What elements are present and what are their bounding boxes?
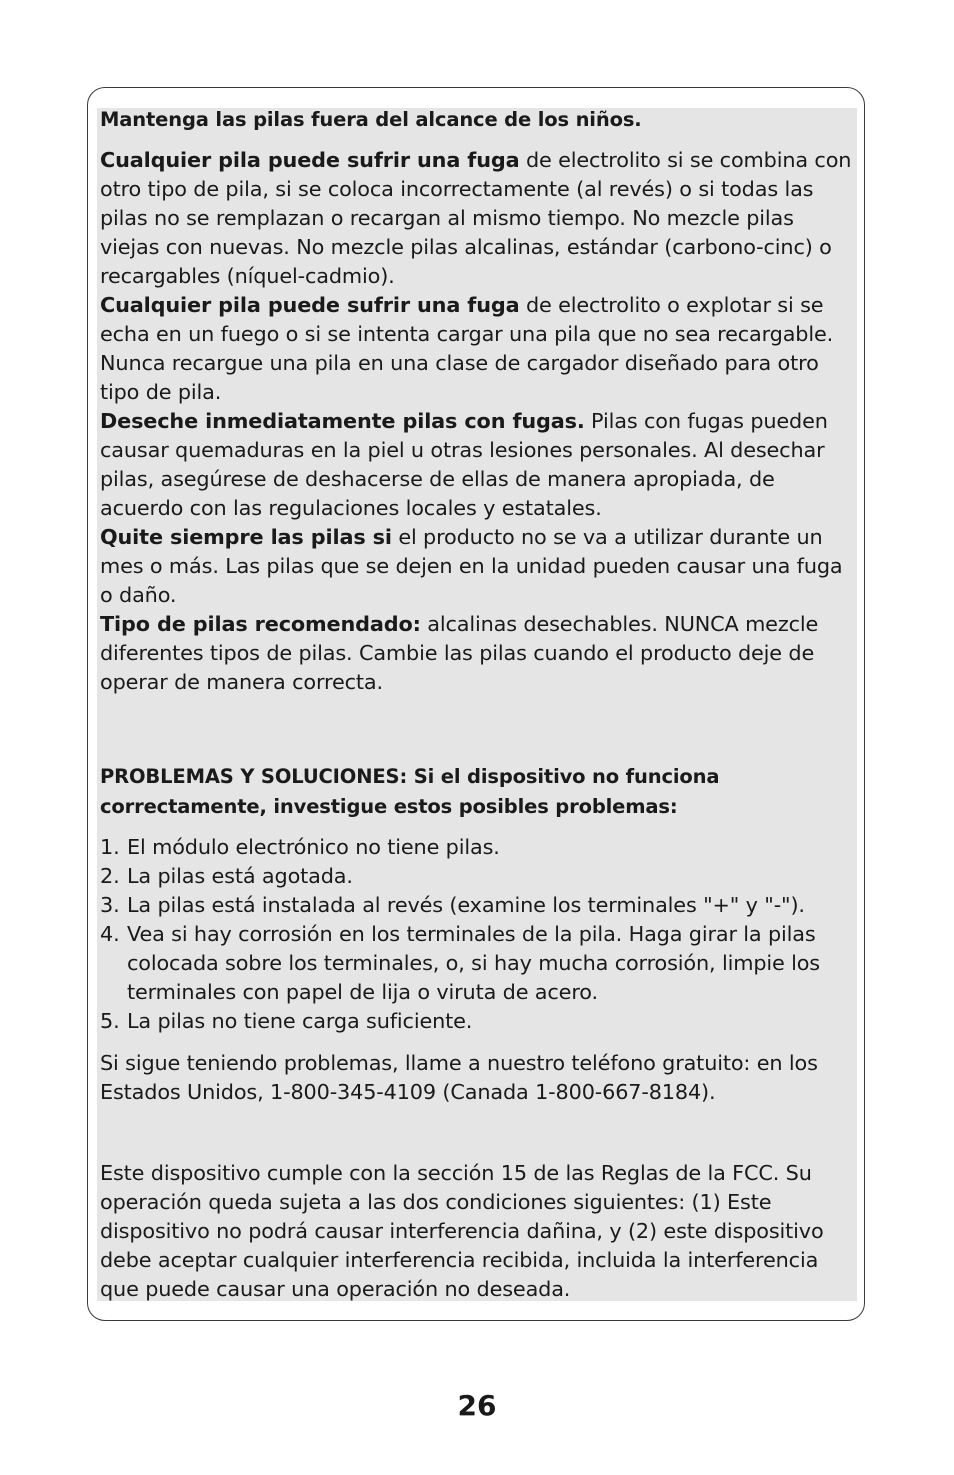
list-item — [100, 833, 856, 862]
list-item-number: 5. — [100, 1009, 120, 1033]
battery-paragraph-2 — [100, 291, 856, 407]
battery-paragraph-4-text: el producto no se va a utilizar durante un mes o más. Las pilas que se dejen en la unidad pueden causar una fuga o daño. — [100, 525, 843, 607]
page-number: 26 — [457, 1389, 497, 1422]
warning-title: Mantenga las pilas fuera del alcance de los niños. — [100, 108, 642, 131]
battery-paragraph-5-text: alcalinas desechables. NUNCA mezcle diferentes tipos de pilas. Cambie las pilas cuando el producto deje de operar de manera correcta. — [100, 612, 819, 694]
battery-paragraph-1-lead: Cualquier pila puede sufrir una fuga — [100, 148, 520, 172]
list-item — [100, 862, 856, 891]
battery-paragraph-3 — [100, 407, 856, 523]
troubleshooting-list — [100, 833, 856, 1036]
fcc-paragraph: Este dispositivo cumple con la sección 15 de las Reglas de la FCC. Su operación queda sujeta a las dos condiciones siguientes: (1) Este dispositivo no podrá causar interferencia dañina, y (2) este dispositivo debe aceptar cualquier interferencia recibida, incluida la interferencia que puede causar una operación no deseada. — [100, 1161, 824, 1301]
battery-paragraph-1-text: de electrolito si se combina con otro tipo de pila, si se coloca incorrectamente (al revés) o si todas las pilas no se remplazan o recargan al mismo tiempo. No mezcle pilas viejas con nuevas. No mezcle pilas alcalinas, estándar (carbono-cinc) o recargables (níquel-cadmio). — [100, 148, 852, 288]
battery-paragraph-4 — [100, 523, 856, 610]
battery-paragraph-1 — [100, 146, 856, 291]
battery-paragraph-5-lead: Tipo de pilas recomendado: — [100, 612, 421, 636]
battery-paragraph-2-lead: Cualquier pila puede sufrir una fuga — [100, 293, 520, 317]
list-item-number: 3. — [100, 893, 120, 917]
troubleshooting-title: PROBLEMAS Y SOLUCIONES: Si el dispositivo no funciona correctamente, investigue estos posibles problemas: — [100, 765, 720, 818]
list-item-number: 1. — [100, 835, 120, 859]
battery-paragraph-5 — [100, 610, 856, 697]
list-item — [100, 1007, 856, 1036]
manual-content — [100, 105, 856, 1304]
list-item-text: El módulo electrónico no tiene pilas. — [127, 835, 500, 859]
battery-paragraph-3-text: Pilas con fugas pueden causar quemaduras en la piel u otras lesiones personales. Al desechar pilas, asegúrese de deshacerse de ellas de manera apropiada, de acuerdo con las regulaciones locales y estatales. — [100, 409, 828, 520]
list-item-number: 4. — [100, 922, 120, 946]
battery-paragraph-3-lead: Deseche inmediatamente pilas con fugas. — [100, 409, 585, 433]
list-item — [100, 891, 856, 920]
list-item-text: Vea si hay corrosión en los terminales de la pila. Haga girar la pilas colocada sobre los terminales, o, si hay mucha corrosión, limpie los terminales con papel de lija o viruta de acero. — [127, 922, 820, 1004]
contact-paragraph: Si sigue teniendo problemas, llame a nuestro teléfono gratuito: en los Estados Unidos, 1-800-345-4109 (Canada 1-800-667-8184). — [100, 1051, 818, 1104]
list-item-number: 2. — [100, 864, 120, 888]
battery-paragraph-4-lead: Quite siempre las pilas si — [100, 525, 392, 549]
list-item-text: La pilas no tiene carga suficiente. — [127, 1009, 473, 1033]
list-item-text: La pilas está instalada al revés (examine los terminales "+" y "-"). — [127, 893, 805, 917]
battery-paragraph-2-text: de electrolito o explotar si se echa en un fuego o si se intenta cargar una pila que no sea recargable. Nunca recargue una pila en una clase de cargador diseñado para otro tipo de pila. — [100, 293, 834, 404]
list-item — [100, 920, 856, 1007]
list-item-text: La pilas está agotada. — [127, 864, 353, 888]
